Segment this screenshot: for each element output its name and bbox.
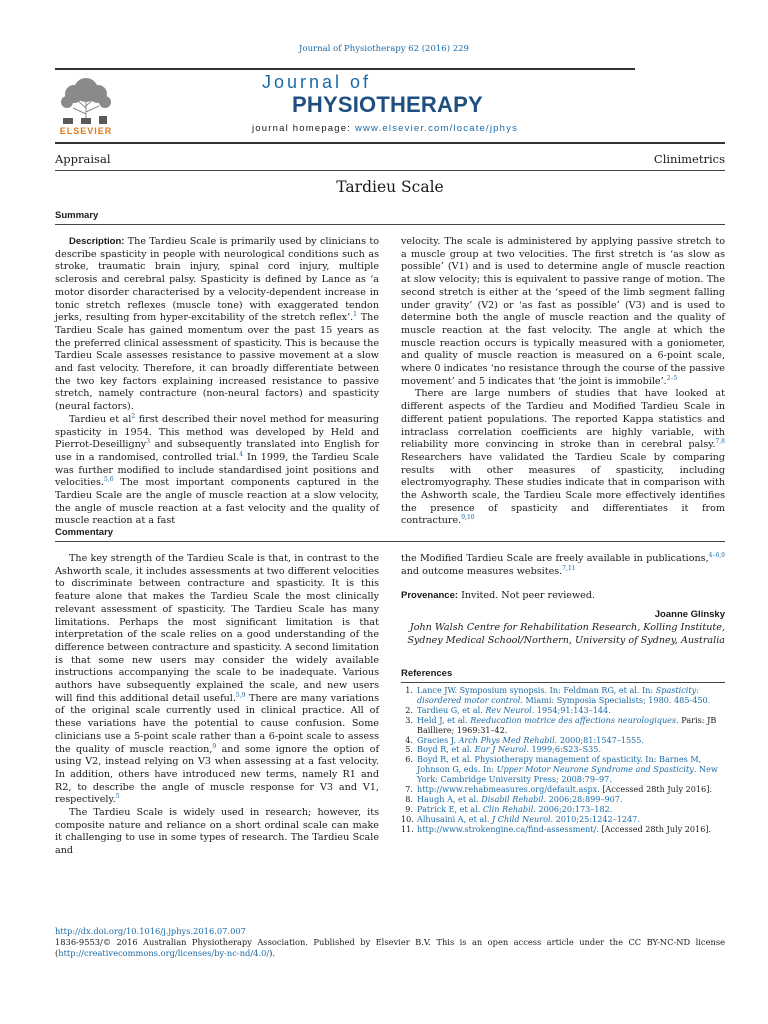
commentary-left-column — [55, 553, 379, 858]
commentary-heading: Commentary — [55, 527, 114, 538]
header-bottom-rule — [55, 142, 725, 144]
summary-paragraph — [55, 414, 379, 528]
reference-link[interactable]: http://www.strokengine.ca/find-assessment/. — [417, 823, 599, 834]
reference-number: 11. — [401, 823, 414, 834]
reference-link[interactable]: Patrick E, et al. Clin Rehabil. 2006;20:173–182. — [417, 803, 613, 814]
affiliation-line: John Walsh Centre for Rehabilitation Research, Kolling Institute, — [409, 622, 725, 633]
license-link[interactable]: http://creativecommons.org/licenses/by-nc-nd/4.0/ — [58, 948, 270, 958]
section-label-appraisal: Appraisal — [55, 152, 111, 166]
summary-paragraph — [55, 236, 379, 414]
summary-text: Tardieu et al — [69, 413, 132, 425]
ref-link[interactable]: 9 — [212, 742, 217, 750]
reference-link[interactable]: Boyd R, et al. Eur J Neurol. 1999;6:S23–S35. — [417, 744, 602, 755]
commentary-right-column — [401, 553, 725, 603]
commentary-text: There are many variations of the original scale currently used in clinical practice. All of these variations have the potential to cause confusion. Some clinicians use a 5-point scale rather than a 6-point scale to assess the quality of muscle reaction, — [55, 692, 379, 755]
publisher-wordmark: ELSEVIER — [59, 126, 113, 136]
reference-link[interactable]: Lance JW. Symposium synopsis. In: Feldman RG, et al. In: Spasticity: disordered motor control. Miami: Symposia Specialists; 1980. 485-450. — [417, 685, 711, 705]
reference-number: 9. — [405, 803, 413, 814]
tree-icon — [55, 74, 117, 126]
reference-link[interactable]: Tardieu G, et al. Rev Neurol. 1954;91:143–144. — [417, 704, 611, 715]
ref-link[interactable]: 9,10 — [461, 514, 475, 522]
reference-number: 8. — [405, 793, 413, 804]
ref-link[interactable]: 5 — [115, 793, 120, 801]
reference-number: 6. — [405, 754, 413, 765]
reference-number: 1. — [405, 685, 413, 695]
provenance-label: Provenance: — [401, 590, 459, 602]
reference-text: [Accessed 28th July 2016]. — [599, 784, 712, 795]
ref-link[interactable]: 4–6,9 — [708, 551, 725, 559]
ref-link[interactable]: 4 — [239, 450, 244, 458]
reference-text: Paris: JB Bailliere; 1969:31–42. — [417, 714, 717, 735]
reference-item — [401, 716, 725, 736]
summary-heading: Summary — [55, 210, 99, 221]
reference-number: 2. — [405, 704, 413, 715]
affiliation-line: Sydney Medical School/Northern, University of Sydney, Australia — [407, 635, 725, 646]
summary-text: The Tardieu Scale has gained momentum over the past 15 years as the preferred clinical assessment of spasticity. This is because the Tardieu Scale assesses resistance to passive movement at a slow and fast velocity. Therefore, it can broadly differentiate between the two key factors explaining increased resistance to passive stretch, namely contracture (non-neural factors) and spasticity (neural factors). — [55, 312, 379, 413]
license-statement: 1836-9553/© 2016 Australian Physiotherapy Association. Published by Elsevier B.V. This is an open access article under the CC BY-NC-ND license ( — [55, 937, 725, 958]
reference-item — [401, 825, 725, 835]
summary-text: The most important components captured in the Tardieu Scale are the angle of muscle reaction at a slow velocity, the angle of muscle reaction at a fast velocity and the quality of muscle reaction at a fast — [55, 477, 379, 527]
author-name: Joanne Glinsky — [654, 609, 725, 620]
reference-number: 5. — [405, 744, 413, 755]
ref-link[interactable]: 5,9 — [235, 691, 246, 699]
reference-link[interactable]: Held J, et al. Reeducation motrice des affections neurologiques. — [417, 714, 679, 725]
reference-number: 7. — [405, 784, 413, 795]
commentary-text: The key strength of the Tardieu Scale is that, in contrast to the Ashworth scale, it includes assessments at two different velocities to discriminate between contracture and spasticity. It is this feature alone that makes the Tardieu Scale the most clinically relevant assessment of spasticity. The Tardieu Scale has many limitations. Perhaps the most significant limitation is that interpretation of the scale relies on a good understanding of the difference between contracture and spasticity. A second limitation is that some new users may consider the widely available instructions accompanying the scale to be inadequate. Various authors have subsequently explained the scale, and new users will find this additional detail useful. — [55, 553, 379, 704]
header-rule — [55, 68, 635, 70]
summary-text: velocity. The scale is administered by applying passive stretch to a muscle group at two velocities. The first stretch is ‘as slow as possible’ (V1) and is used to determine angle of muscle reaction at slow velocity; this is equivalent to passive range of motion. The second stretch is either at the ‘speed of the limb segment falling under gravity’ (V2) or ‘as fast as possible’ (V3) and is used to determine both the angle of muscle reaction and the quality of muscle reaction at the fast velocity. The angle at which the muscle reaction occurs is typically measured with a goniometer, and quality of muscle reaction is measured on a 6-point scale, where 0 indicates ‘no resistance through the course of the passive movement’ and 5 indicates that ‘the joint is immobile’. — [401, 236, 725, 387]
reference-link[interactable]: Gracies J. Arch Phys Med Rehabil. 2000;81:1547–1555. — [417, 734, 644, 745]
reference-link[interactable]: Alhusaini A, et al. J Child Neurol. 2010;25:1242–1247. — [417, 813, 640, 824]
ref-link[interactable]: 2 — [131, 412, 136, 420]
commentary-rule — [55, 541, 725, 542]
ref-link[interactable]: 3 — [146, 438, 151, 446]
ref-link[interactable]: 1 — [353, 311, 357, 319]
commentary-paragraph — [55, 807, 379, 858]
commentary-text: The Tardieu Scale is widely used in research; however, its composite nature and reliance on a short ordinal scale can make it challenging to use in some types of research. The Tardieu Scale and — [55, 807, 379, 857]
ref-link[interactable]: 7,8 — [715, 438, 725, 446]
journal-homepage — [252, 123, 518, 134]
ref-link[interactable]: 5,6 — [103, 476, 114, 484]
license-text — [55, 937, 725, 959]
commentary-paragraph — [55, 553, 379, 807]
summary-paragraph — [401, 236, 725, 388]
license-close: ). — [269, 948, 276, 958]
ref-link[interactable]: 2–5 — [666, 374, 678, 382]
reference-item — [401, 686, 725, 706]
journal-name: PHYSIOTHERAPY — [292, 92, 483, 117]
summary-text: and subsequently translated into English for use in a randomised, controlled trial. — [55, 439, 379, 463]
summary-rule — [55, 224, 725, 225]
references-rule — [401, 682, 725, 683]
references-heading: References — [401, 668, 453, 679]
reference-number: 4. — [405, 734, 413, 745]
commentary-text: and outcome measures websites. — [401, 565, 563, 577]
summary-text: In 1999, the Tardieu Scale was further modified to include standardised joint positions and velocities. — [55, 451, 379, 489]
summary-paragraph — [401, 388, 725, 528]
reference-item — [401, 755, 725, 785]
reference-number: 3. — [405, 714, 413, 725]
journal-citation[interactable]: Journal of Physiotherapy 62 (2016) 229 — [299, 44, 469, 54]
summary-text: There are large numbers of studies that have looked at different aspects of the Tardieu and Modified Tardieu Scale in different patient populations. The reported Kappa statistics and intraclass correlation coefficients are highly variable, with reliability more convincing in stroke than in cerebral palsy. — [401, 388, 725, 451]
reference-link[interactable]: http://www.rehabmeasures.org/default.aspx. — [417, 784, 600, 795]
section-rule — [55, 170, 725, 171]
article-title: Tardieu Scale — [336, 178, 444, 196]
references-list — [401, 686, 725, 835]
reference-text: [Accessed 28th July 2016]. — [598, 823, 712, 834]
provenance — [401, 590, 725, 603]
ref-link[interactable]: 7,11 — [562, 564, 576, 572]
doi-link[interactable]: http://dx.doi.org/10.1016/j.jphys.2016.07.007 — [55, 926, 246, 936]
summary-left-column — [55, 236, 379, 528]
reference-link[interactable]: Boyd R, et al. Physiotherapy management of spasticity. In: Barnes M, Johnson G, eds. In: Upper Motor Neurone Syndrome and Spasticity. New York: Cambridge University Press; 2008:79–97. — [417, 754, 718, 785]
commentary-paragraph — [401, 553, 725, 578]
reference-number: 10. — [401, 813, 414, 824]
homepage-link[interactable]: www.elsevier.com/locate/jphys — [354, 123, 519, 134]
summary-right-column — [401, 236, 725, 528]
summary-text: Researchers have validated the Tardieu Scale by comparing results with other measures of spasticity, including electromyography. These studies indicate that in comparison with the Ashworth scale, the Tardieu Scale more effectively identifies the presence of spasticity and differentiates it from contracture. — [401, 451, 725, 527]
elsevier-tree-logo — [55, 74, 117, 138]
author-block — [401, 608, 725, 647]
author-affiliation — [401, 621, 725, 647]
commentary-text: and some ignore the option of using V2, instead relying on V3 when assessing at a fast velocity. In addition, others have introduced new terms, namely R1 and R2, to describe the angle of muscle response for V3 and V1, respectively. — [55, 743, 380, 806]
homepage-label: journal homepage: — [252, 123, 355, 134]
reference-link[interactable]: Haugh A, et al. Disabil Rehabil. 2006;28:899–907. — [417, 793, 623, 804]
section-label-clinimetrics: Clinimetrics — [653, 152, 725, 166]
commentary-text: the Modified Tardieu Scale are freely available in publications, — [401, 553, 709, 564]
description-label: Description: — [69, 236, 125, 247]
provenance-text: Invited. Not peer reviewed. — [458, 590, 596, 602]
journal-of-text: Journal of — [262, 72, 372, 92]
summary-text: first described their novel method for measuring spasticity in 1954. This method was developed by Held and Pierrot-Deseilligny — [55, 413, 379, 451]
summary-text: The Tardieu Scale is primarily used by clinicians to describe spasticity in people with neurological conditions such as stroke, traumatic brain injury, spinal cord injury, multiple sclerosis and cerebral palsy. Spasticity is defined by Lance as ‘a motor disorder characterised by a velocity-dependent increase in tonic stretch reflexes (muscle tone) with exaggerated tendon jerks, resulting from hyper-excitability of the stretch reflex’. — [55, 236, 379, 324]
